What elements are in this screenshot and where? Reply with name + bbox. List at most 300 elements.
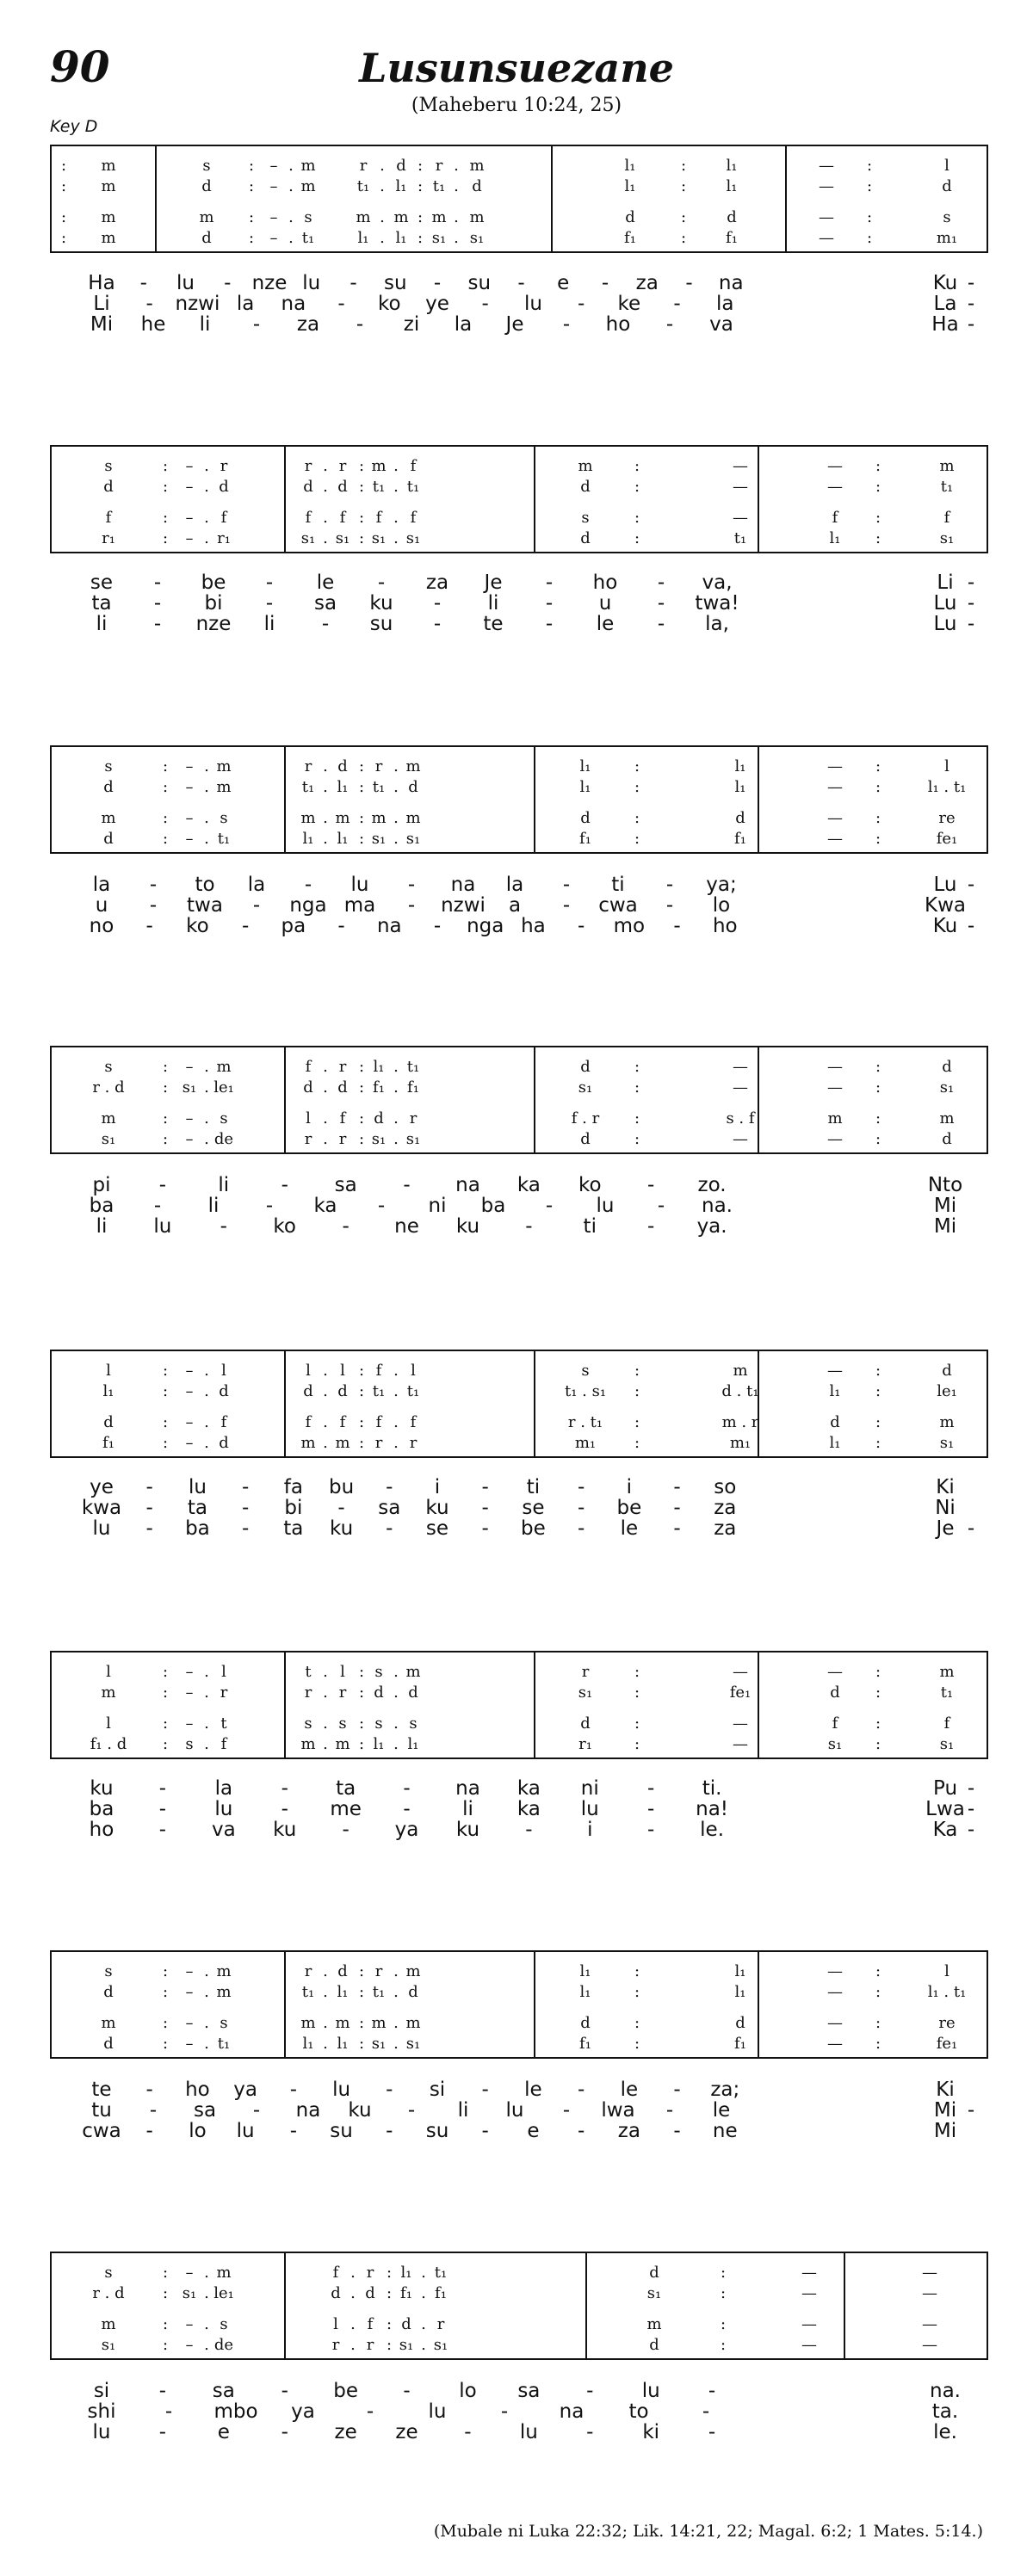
solfa-note: s bbox=[202, 157, 211, 175]
solfa-note: : bbox=[875, 778, 881, 796]
lyric-syllable: Ha bbox=[931, 313, 959, 336]
solfa-note: r bbox=[435, 157, 443, 175]
solfa-note: l₁ bbox=[734, 778, 746, 796]
syllable-hyphen: - bbox=[145, 2079, 153, 2101]
solfa-note: : bbox=[634, 457, 640, 475]
solfa-note: s₁ bbox=[300, 529, 316, 547]
solfa-note: s bbox=[220, 2014, 228, 2032]
solfa-note: : bbox=[358, 478, 365, 496]
solfa-note: m bbox=[101, 177, 116, 195]
syllable-hyphen: - bbox=[407, 2099, 416, 2122]
solfa-note: d bbox=[337, 757, 348, 775]
lyric-syllable: ho bbox=[712, 915, 738, 937]
solfa-note: s bbox=[943, 208, 951, 226]
lyric-syllable: nga bbox=[289, 894, 327, 917]
solfa-note: : bbox=[720, 2315, 727, 2333]
lyric-syllable: Lu bbox=[933, 592, 957, 615]
solfa-note: r . t₁ bbox=[567, 1413, 603, 1431]
solfa-note: — bbox=[922, 2315, 937, 2333]
solfa-note: m bbox=[300, 1434, 316, 1452]
solfa-note: : bbox=[358, 1109, 365, 1127]
solfa-note: d bbox=[942, 177, 952, 195]
solfa-note: l bbox=[333, 2315, 338, 2333]
syllable-hyphen: - bbox=[481, 293, 489, 315]
solfa-note: — bbox=[827, 1078, 843, 1096]
solfa-note: m bbox=[216, 757, 232, 775]
lyric-syllable: ko bbox=[377, 293, 401, 315]
lyric-syllable: na bbox=[718, 272, 744, 294]
solfa-note: l bbox=[106, 1714, 111, 1733]
solfa-note: : bbox=[634, 509, 640, 527]
syllable-hyphen: - bbox=[281, 1798, 288, 1820]
lyric-syllable: cwa bbox=[598, 894, 638, 917]
lyric-syllable: ku bbox=[348, 2099, 372, 2122]
solfa-note: le₁ bbox=[213, 2284, 234, 2302]
solfa-note: fe₁ bbox=[936, 2035, 958, 2053]
solfa-note: d bbox=[103, 1983, 114, 2001]
solfa-note: — bbox=[922, 2264, 937, 2282]
solfa-note: s bbox=[581, 1362, 590, 1380]
lyric-syllable: lu bbox=[332, 2079, 351, 2101]
lyric-syllable: lu bbox=[188, 1476, 207, 1498]
solfa-note: l bbox=[106, 1663, 111, 1681]
solfa-note: : bbox=[162, 2315, 169, 2333]
solfa-note: d . t₁ bbox=[721, 1382, 759, 1400]
solfa-note: . bbox=[393, 1735, 399, 1753]
solfa-note: s₁ bbox=[939, 1735, 955, 1753]
solfa-note: l bbox=[221, 1663, 226, 1681]
solfa-note: f₁ bbox=[579, 830, 591, 848]
solfa-note: : bbox=[162, 1434, 169, 1452]
lyric-syllable: le bbox=[620, 1517, 639, 1540]
solfa-note: m bbox=[300, 1735, 316, 1753]
solfa-note: re bbox=[938, 2014, 956, 2032]
syllable-hyphen: - bbox=[601, 272, 609, 294]
lyric-syllable: lu bbox=[236, 2120, 255, 2142]
music-system-7 bbox=[50, 1950, 988, 2059]
lyric-syllable: sa bbox=[212, 2380, 235, 2402]
solfa-note: t₁ . s₁ bbox=[564, 1382, 607, 1400]
solfa-note: t₁ bbox=[372, 478, 386, 496]
lyric-syllable: Je bbox=[936, 1517, 955, 1540]
lyric-syllable: twa! bbox=[695, 592, 739, 615]
solfa-note: : bbox=[875, 757, 881, 775]
solfa-note: – bbox=[185, 757, 194, 775]
syllable-hyphen: - bbox=[525, 1215, 533, 1238]
solfa-note: . bbox=[323, 1735, 328, 1753]
solfa-note: f₁ bbox=[734, 830, 746, 848]
syllable-hyphen: - bbox=[967, 272, 975, 294]
solfa-note: m bbox=[393, 208, 409, 226]
solfa-note: . bbox=[380, 177, 385, 195]
lyric-syllable: zo. bbox=[697, 1174, 727, 1196]
solfa-note: s bbox=[220, 809, 228, 827]
syllable-hyphen: - bbox=[342, 1215, 349, 1238]
solfa-note: t₁ bbox=[301, 1983, 315, 2001]
lyrics-block-2 bbox=[50, 570, 988, 652]
syllable-hyphen: - bbox=[252, 313, 261, 336]
solfa-note: : bbox=[875, 1382, 881, 1400]
solfa-note: – bbox=[185, 2014, 194, 2032]
verse-3-line bbox=[50, 2120, 988, 2146]
solfa-note: : bbox=[875, 1058, 881, 1076]
solfa-note: d bbox=[103, 2035, 114, 2053]
lyric-syllable: za bbox=[296, 313, 320, 336]
alto-voice-line bbox=[52, 1078, 987, 1099]
lyric-syllable: za; bbox=[710, 2079, 740, 2101]
lyric-syllable: se bbox=[522, 1497, 545, 1519]
solfa-note: . bbox=[393, 1109, 399, 1127]
soprano-voice-line bbox=[52, 1663, 987, 1683]
lyric-syllable: lu bbox=[176, 272, 195, 294]
lyric-syllable: za bbox=[635, 272, 659, 294]
alto-voice-line bbox=[52, 2284, 987, 2305]
syllable-hyphen: - bbox=[281, 2421, 288, 2443]
solfa-note: d bbox=[735, 2014, 745, 2032]
solfa-note: d bbox=[580, 1714, 591, 1733]
lyric-syllable: Ka bbox=[932, 1819, 958, 1841]
soprano-voice-line bbox=[52, 1058, 987, 1078]
solfa-note: l₁ . t₁ bbox=[927, 778, 967, 796]
lyric-syllable: lu bbox=[92, 2421, 111, 2443]
lyric-syllable: ka bbox=[516, 1174, 541, 1196]
solfa-note: : bbox=[875, 809, 881, 827]
lyric-syllable: ko bbox=[273, 1215, 297, 1238]
solfa-note: – bbox=[185, 1058, 194, 1076]
syllable-hyphen: - bbox=[149, 894, 158, 917]
solfa-note: . bbox=[393, 457, 399, 475]
solfa-note: — bbox=[819, 208, 834, 226]
solfa-note: l bbox=[411, 1362, 416, 1380]
solfa-note: : bbox=[248, 157, 255, 175]
syllable-hyphen: - bbox=[145, 2120, 153, 2142]
solfa-note: t₁ bbox=[217, 2035, 231, 2053]
lyric-syllable: Ha bbox=[88, 272, 115, 294]
syllable-hyphen: - bbox=[586, 2421, 594, 2443]
lyric-syllable: Lu bbox=[933, 613, 957, 635]
solfa-note: d bbox=[472, 177, 482, 195]
syllable-hyphen: - bbox=[433, 592, 442, 615]
solfa-note: . bbox=[204, 1058, 209, 1076]
soprano-voice-line bbox=[52, 157, 987, 177]
lyric-syllable: be bbox=[333, 2380, 358, 2402]
solfa-note: d bbox=[337, 1962, 348, 1980]
solfa-note: t₁ bbox=[406, 1058, 420, 1076]
solfa-note: s bbox=[220, 2315, 228, 2333]
lyric-syllable: Lu bbox=[933, 874, 957, 896]
lyric-syllable: i bbox=[626, 1476, 633, 1498]
lyric-syllable: la bbox=[92, 874, 111, 896]
solfa-note: r bbox=[374, 1962, 383, 1980]
lyric-syllable: be bbox=[616, 1497, 642, 1519]
solfa-note: : bbox=[866, 157, 873, 175]
solfa-note: m bbox=[469, 157, 485, 175]
solfa-note: : bbox=[875, 1683, 881, 1702]
solfa-note: l₁ bbox=[102, 1382, 114, 1400]
solfa-note: f₁ bbox=[726, 229, 738, 247]
lyric-syllable: ki bbox=[642, 2421, 660, 2443]
solfa-note: m bbox=[469, 208, 485, 226]
solfa-note: m bbox=[405, 1663, 421, 1681]
solfa-note: : bbox=[162, 1130, 169, 1148]
syllable-hyphen: - bbox=[577, 2079, 585, 2101]
lyric-syllable: ku bbox=[329, 1517, 354, 1540]
syllable-hyphen: - bbox=[500, 2400, 509, 2423]
solfa-note: d bbox=[942, 1058, 952, 1076]
lyric-syllable: ku bbox=[90, 1777, 114, 1800]
solfa-note: . bbox=[204, 1434, 209, 1452]
solfa-note: m bbox=[646, 2315, 662, 2333]
solfa-note: . bbox=[421, 2336, 426, 2354]
lyric-syllable: le bbox=[316, 571, 335, 594]
solfa-note: re bbox=[938, 809, 956, 827]
solfa-note: s bbox=[104, 1962, 113, 1980]
solfa-note: : bbox=[358, 1382, 365, 1400]
lyric-syllable: na. bbox=[930, 2380, 961, 2402]
syllable-hyphen: - bbox=[665, 894, 674, 917]
solfa-note: m . r bbox=[721, 1413, 759, 1431]
solfa-note: . bbox=[288, 177, 294, 195]
solfa-note: m bbox=[216, 1983, 232, 2001]
solfa-note: : bbox=[60, 208, 67, 226]
solfa-note: — bbox=[733, 1735, 748, 1753]
solfa-note: : bbox=[875, 2014, 881, 2032]
solfa-note: t₁ bbox=[372, 778, 386, 796]
solfa-note: s bbox=[374, 1714, 383, 1733]
solfa-note: : bbox=[162, 809, 169, 827]
syllable-hyphen: - bbox=[403, 1798, 411, 1820]
solfa-note: s bbox=[185, 1735, 194, 1753]
solfa-note: d bbox=[408, 1683, 418, 1702]
solfa-note: r₁ bbox=[102, 529, 115, 547]
solfa-note: . bbox=[204, 757, 209, 775]
solfa-note: s₁ bbox=[431, 229, 447, 247]
solfa-note: — bbox=[827, 1962, 843, 1980]
solfa-note: : bbox=[162, 2035, 169, 2053]
solfa-note: f bbox=[375, 1362, 382, 1380]
lyric-syllable: na bbox=[295, 2099, 321, 2122]
lyric-syllable: lu bbox=[350, 874, 369, 896]
solfa-note: : bbox=[162, 509, 169, 527]
lyric-syllable: ti. bbox=[702, 1777, 722, 1800]
solfa-note: : bbox=[875, 2035, 881, 2053]
solfa-note: : bbox=[358, 1714, 365, 1733]
solfa-note: : bbox=[248, 208, 255, 226]
solfa-note: : bbox=[162, 478, 169, 496]
music-system-5 bbox=[50, 1350, 988, 1458]
lyric-syllable: li bbox=[487, 592, 499, 615]
lyric-syllable: lu bbox=[580, 1798, 599, 1820]
syllable-hyphen: - bbox=[289, 2120, 297, 2142]
lyric-syllable: lu bbox=[302, 272, 321, 294]
solfa-note: . bbox=[323, 2035, 328, 2053]
syllable-hyphen: - bbox=[586, 2380, 594, 2402]
solfa-note: . bbox=[204, 1983, 209, 2001]
lyric-syllable: ya. bbox=[696, 1215, 727, 1238]
solfa-note: d bbox=[830, 1683, 840, 1702]
lyric-syllable: ba bbox=[89, 1195, 114, 1217]
solfa-note: r bbox=[359, 157, 368, 175]
music-system-3 bbox=[50, 745, 988, 854]
syllable-hyphen: - bbox=[145, 1517, 153, 1540]
solfa-note: : bbox=[386, 2284, 393, 2302]
solfa-note: s₁ bbox=[827, 1735, 843, 1753]
solfa-note: : bbox=[866, 208, 873, 226]
lyric-syllable: ku bbox=[455, 1819, 480, 1841]
syllable-hyphen: - bbox=[481, 1476, 489, 1498]
solfa-note: : bbox=[162, 778, 169, 796]
lyric-syllable: ka bbox=[313, 1195, 337, 1217]
solfa-note: r bbox=[331, 2336, 340, 2354]
solfa-note: f₁ . d bbox=[90, 1735, 127, 1753]
solfa-note: m bbox=[216, 1058, 232, 1076]
solfa-note: s bbox=[409, 1714, 418, 1733]
solfa-note: : bbox=[720, 2284, 727, 2302]
solfa-note: f₁ bbox=[579, 2035, 591, 2053]
solfa-note: le₁ bbox=[937, 1382, 957, 1400]
syllable-hyphen: - bbox=[464, 2421, 472, 2443]
solfa-note: t bbox=[220, 1714, 227, 1733]
lyric-syllable: ne bbox=[394, 1215, 419, 1238]
solfa-note: — bbox=[733, 1663, 748, 1681]
lyric-syllable: ma bbox=[343, 894, 376, 917]
solfa-note: : bbox=[358, 457, 365, 475]
solfa-note: : bbox=[162, 1078, 169, 1096]
solfa-note: r bbox=[366, 2264, 374, 2282]
tenor-voice-line bbox=[52, 1413, 987, 1434]
verse-3-line bbox=[50, 1517, 988, 1543]
lyric-syllable: ba bbox=[89, 1798, 114, 1820]
solfa-note: f bbox=[410, 1413, 417, 1431]
solfa-note: : bbox=[634, 809, 640, 827]
syllable-hyphen: - bbox=[647, 1819, 655, 1841]
solfa-note: m bbox=[939, 1109, 955, 1127]
solfa-note: . bbox=[204, 1663, 209, 1681]
lyric-syllable: si bbox=[429, 2079, 446, 2101]
lyric-syllable: Mi bbox=[933, 2099, 957, 2122]
solfa-note: l₁ bbox=[726, 177, 738, 195]
syllable-hyphen: - bbox=[562, 874, 571, 896]
solfa-note: m bbox=[939, 1663, 955, 1681]
solfa-note: d bbox=[580, 809, 591, 827]
solfa-note: m bbox=[101, 1683, 116, 1702]
lyric-syllable: be bbox=[201, 571, 226, 594]
solfa-note: f bbox=[339, 509, 346, 527]
solfa-note: . bbox=[454, 157, 459, 175]
solfa-note: r bbox=[304, 757, 312, 775]
syllable-hyphen: - bbox=[481, 1517, 489, 1540]
solfa-note: . bbox=[393, 1058, 399, 1076]
syllable-hyphen: - bbox=[967, 571, 975, 594]
solfa-note: . bbox=[204, 1962, 209, 1980]
solfa-note: . bbox=[350, 2264, 356, 2282]
solfa-note: r bbox=[366, 2336, 374, 2354]
solfa-note: : bbox=[358, 2035, 365, 2053]
solfa-note: : bbox=[162, 2284, 169, 2302]
bass-voice-line bbox=[52, 529, 987, 550]
solfa-note: m bbox=[101, 157, 116, 175]
solfa-note: — bbox=[827, 809, 843, 827]
solfa-note: — bbox=[922, 2336, 937, 2354]
solfa-note: f bbox=[375, 509, 382, 527]
solfa-note: – bbox=[185, 1413, 194, 1431]
lyric-syllable: Ku bbox=[932, 915, 958, 937]
syllable-hyphen: - bbox=[647, 1174, 655, 1196]
solfa-note: : bbox=[417, 208, 424, 226]
syllable-hyphen: - bbox=[967, 2099, 975, 2122]
solfa-note: : bbox=[634, 1078, 640, 1096]
solfa-note: d bbox=[337, 1382, 348, 1400]
solfa-note: : bbox=[358, 757, 365, 775]
solfa-note: m bbox=[578, 457, 593, 475]
solfa-note: s₁ bbox=[939, 529, 955, 547]
syllable-hyphen: - bbox=[241, 1476, 250, 1498]
solfa-note: . bbox=[323, 1130, 328, 1148]
lyric-syllable: za bbox=[714, 1497, 737, 1519]
solfa-note: . bbox=[393, 1962, 399, 1980]
lyric-syllable: ko bbox=[578, 1174, 602, 1196]
solfa-note: . bbox=[204, 1109, 209, 1127]
verse-3-line bbox=[50, 313, 988, 339]
solfa-note: : bbox=[634, 1382, 640, 1400]
solfa-note: t₁ bbox=[432, 177, 446, 195]
solfa-note: – bbox=[185, 2264, 194, 2282]
lyric-syllable: ya bbox=[291, 2400, 315, 2423]
lyric-syllable: za bbox=[425, 571, 449, 594]
solfa-note: . bbox=[323, 2014, 328, 2032]
solfa-note: : bbox=[162, 1683, 169, 1702]
lyric-syllable: le bbox=[620, 2079, 639, 2101]
syllable-hyphen: - bbox=[337, 1497, 345, 1519]
solfa-note: : bbox=[162, 1058, 169, 1076]
syllable-hyphen: - bbox=[145, 293, 153, 315]
solfa-note: m bbox=[101, 809, 116, 827]
solfa-note: : bbox=[358, 1962, 365, 1980]
lyric-syllable: La bbox=[933, 293, 957, 315]
solfa-note: r bbox=[374, 1434, 383, 1452]
solfa-note: s₁ bbox=[469, 229, 485, 247]
syllable-hyphen: - bbox=[481, 1497, 489, 1519]
solfa-note: – bbox=[185, 1663, 194, 1681]
solfa-note: d bbox=[408, 778, 418, 796]
syllable-hyphen: - bbox=[386, 1517, 393, 1540]
syllable-hyphen: - bbox=[562, 313, 571, 336]
solfa-note: . bbox=[204, 509, 209, 527]
solfa-note: . bbox=[421, 2315, 426, 2333]
solfa-note: r bbox=[338, 1683, 347, 1702]
solfa-note: f bbox=[220, 1735, 227, 1753]
lyric-syllable: sa bbox=[334, 1174, 357, 1196]
solfa-note: l₁ bbox=[734, 1983, 746, 2001]
solfa-note: m bbox=[371, 2014, 387, 2032]
solfa-note: – bbox=[269, 177, 278, 195]
lyric-syllable: ku bbox=[425, 1497, 449, 1519]
solfa-note: r bbox=[374, 757, 383, 775]
bass-voice-line bbox=[52, 2336, 987, 2357]
lyric-syllable: lo bbox=[189, 2120, 207, 2142]
solfa-note: : bbox=[875, 1078, 881, 1096]
solfa-note: s₁ bbox=[371, 2035, 387, 2053]
solfa-note: : bbox=[720, 2336, 727, 2354]
solfa-note: . bbox=[350, 2284, 356, 2302]
solfa-note: – bbox=[185, 2035, 194, 2053]
lyric-syllable: lu bbox=[523, 293, 542, 315]
solfa-note: r . d bbox=[92, 2284, 125, 2302]
alto-voice-line bbox=[52, 1983, 987, 2004]
solfa-note: . bbox=[323, 509, 328, 527]
solfa-note: f₁ bbox=[624, 229, 636, 247]
lyric-syllable: le. bbox=[700, 1819, 725, 1841]
